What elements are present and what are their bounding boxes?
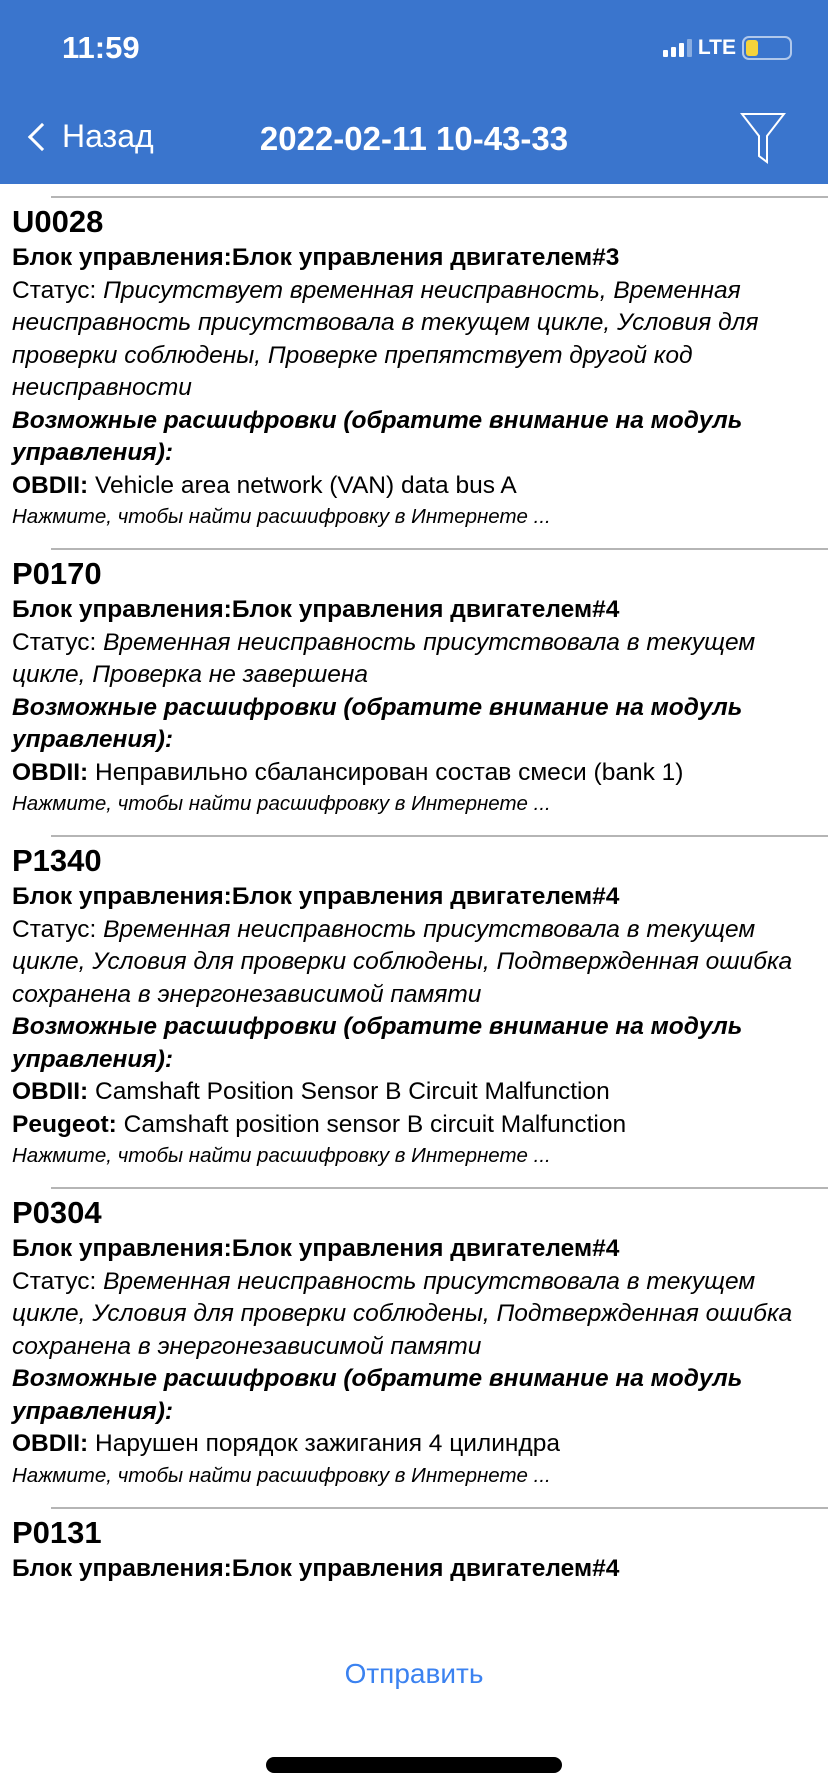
search-online-link[interactable]: Нажмите, чтобы найти расшифровку в Интернете ...	[12, 1144, 551, 1167]
status-value: Временная неисправность присутствовала в текущем цикле, Проверка не завершена	[12, 628, 756, 688]
decoding-source: Peugeot:	[12, 1110, 117, 1138]
battery-icon	[742, 36, 792, 60]
control-unit: Блок управления:Блок управления двигателем#3	[12, 244, 620, 271]
status-text	[12, 914, 828, 1012]
decoding-source: OBDII:	[12, 1430, 89, 1457]
decodings-heading: Возможные расшифровки (обратите внимание на модуль управления):	[12, 1013, 743, 1073]
decoding-item	[12, 1076, 828, 1109]
error-entry[interactable]	[12, 1507, 828, 1592]
network-type: LTE	[697, 36, 736, 59]
page-title: 2022-02-11 10-43-33	[259, 120, 569, 157]
status-value: Присутствует временная неисправность, Временная неисправность присутствовала в текущем цикле, Условия для проверки соблюдены, Проверке препятствует другой код неисправности	[12, 276, 759, 401]
error-code: P0131	[12, 1514, 102, 1550]
decoding-item	[12, 1428, 828, 1461]
status-prefix: Статус:	[12, 628, 104, 656]
control-unit: Блок управления:Блок управления двигателем#4	[12, 1235, 620, 1262]
error-entry[interactable]	[12, 196, 828, 538]
decoding-source: OBDII:	[12, 758, 89, 786]
error-list[interactable]	[0, 184, 828, 1624]
status-text	[12, 627, 828, 692]
error-code: U0028	[12, 204, 104, 239]
decoding-text: Vehicle area network (VAN) data bus A	[88, 471, 517, 499]
status-text	[12, 275, 828, 405]
status-prefix: Статус:	[12, 1267, 104, 1295]
decoding-text: Camshaft Position Sensor B Circuit Malfunction	[88, 1078, 610, 1105]
error-code: P0304	[12, 1195, 102, 1230]
back-label: Назад	[62, 118, 154, 154]
error-entry[interactable]	[12, 1187, 828, 1497]
decoding-text: Нарушен порядок зажигания 4 цилиндра	[88, 1430, 560, 1457]
decoding-source: OBDII:	[12, 1078, 89, 1105]
status-indicators	[663, 36, 792, 60]
navigation-header	[0, 0, 828, 184]
status-prefix: Статус:	[12, 276, 104, 304]
decoding-item	[12, 1109, 828, 1142]
search-online-link[interactable]: Нажмите, чтобы найти расшифровку в Интернете ...	[12, 792, 551, 815]
status-prefix: Статус:	[12, 915, 104, 943]
search-online-link[interactable]: Нажмите, чтобы найти расшифровку в Интернете ...	[12, 505, 551, 528]
decodings-heading: Возможные расшифровки (обратите внимание на модуль управления):	[12, 1365, 743, 1425]
decoding-item	[12, 470, 828, 503]
decoding-text: Неправильно сбалансирован состав смеси (bank 1)	[88, 758, 684, 786]
decoding-text: Camshaft position sensor B circuit Malfunction	[116, 1110, 627, 1138]
home-indicator	[266, 1757, 562, 1773]
decoding-source: OBDII:	[12, 471, 89, 499]
control-unit: Блок управления:Блок управления двигателем#4	[12, 1554, 620, 1582]
signal-icon	[663, 39, 692, 57]
status-value: Временная неисправность присутствовала в текущем цикле, Условия для проверки соблюдены, Подтвержденная ошибка сохранена в энергонезависимой памяти	[12, 1267, 793, 1360]
status-value: Временная неисправность присутствовала в текущем цикле, Условия для проверки соблюдены, Подтвержденная ошибка сохранена в энергонезависимой памяти	[12, 915, 793, 1008]
search-online-link[interactable]: Нажмите, чтобы найти расшифровку в Интернете ...	[12, 1463, 551, 1487]
filter-icon	[740, 112, 786, 164]
control-unit: Блок управления:Блок управления двигателем#4	[12, 596, 620, 623]
status-text	[12, 1266, 828, 1364]
decoding-item	[12, 757, 828, 790]
status-time: 11:59	[62, 30, 140, 65]
decodings-heading: Возможные расшифровки (обратите внимание на модуль управления):	[12, 693, 743, 753]
error-entry[interactable]	[12, 548, 828, 825]
error-code: P1340	[12, 843, 102, 878]
error-entry[interactable]	[12, 835, 828, 1177]
send-button[interactable]: Отправить	[344, 1658, 484, 1689]
error-code: P0170	[12, 556, 102, 591]
filter-button[interactable]	[740, 112, 786, 169]
decodings-heading: Возможные расшифровки (обратите внимание на модуль управления):	[12, 406, 743, 466]
control-unit: Блок управления:Блок управления двигателем#4	[12, 883, 620, 910]
